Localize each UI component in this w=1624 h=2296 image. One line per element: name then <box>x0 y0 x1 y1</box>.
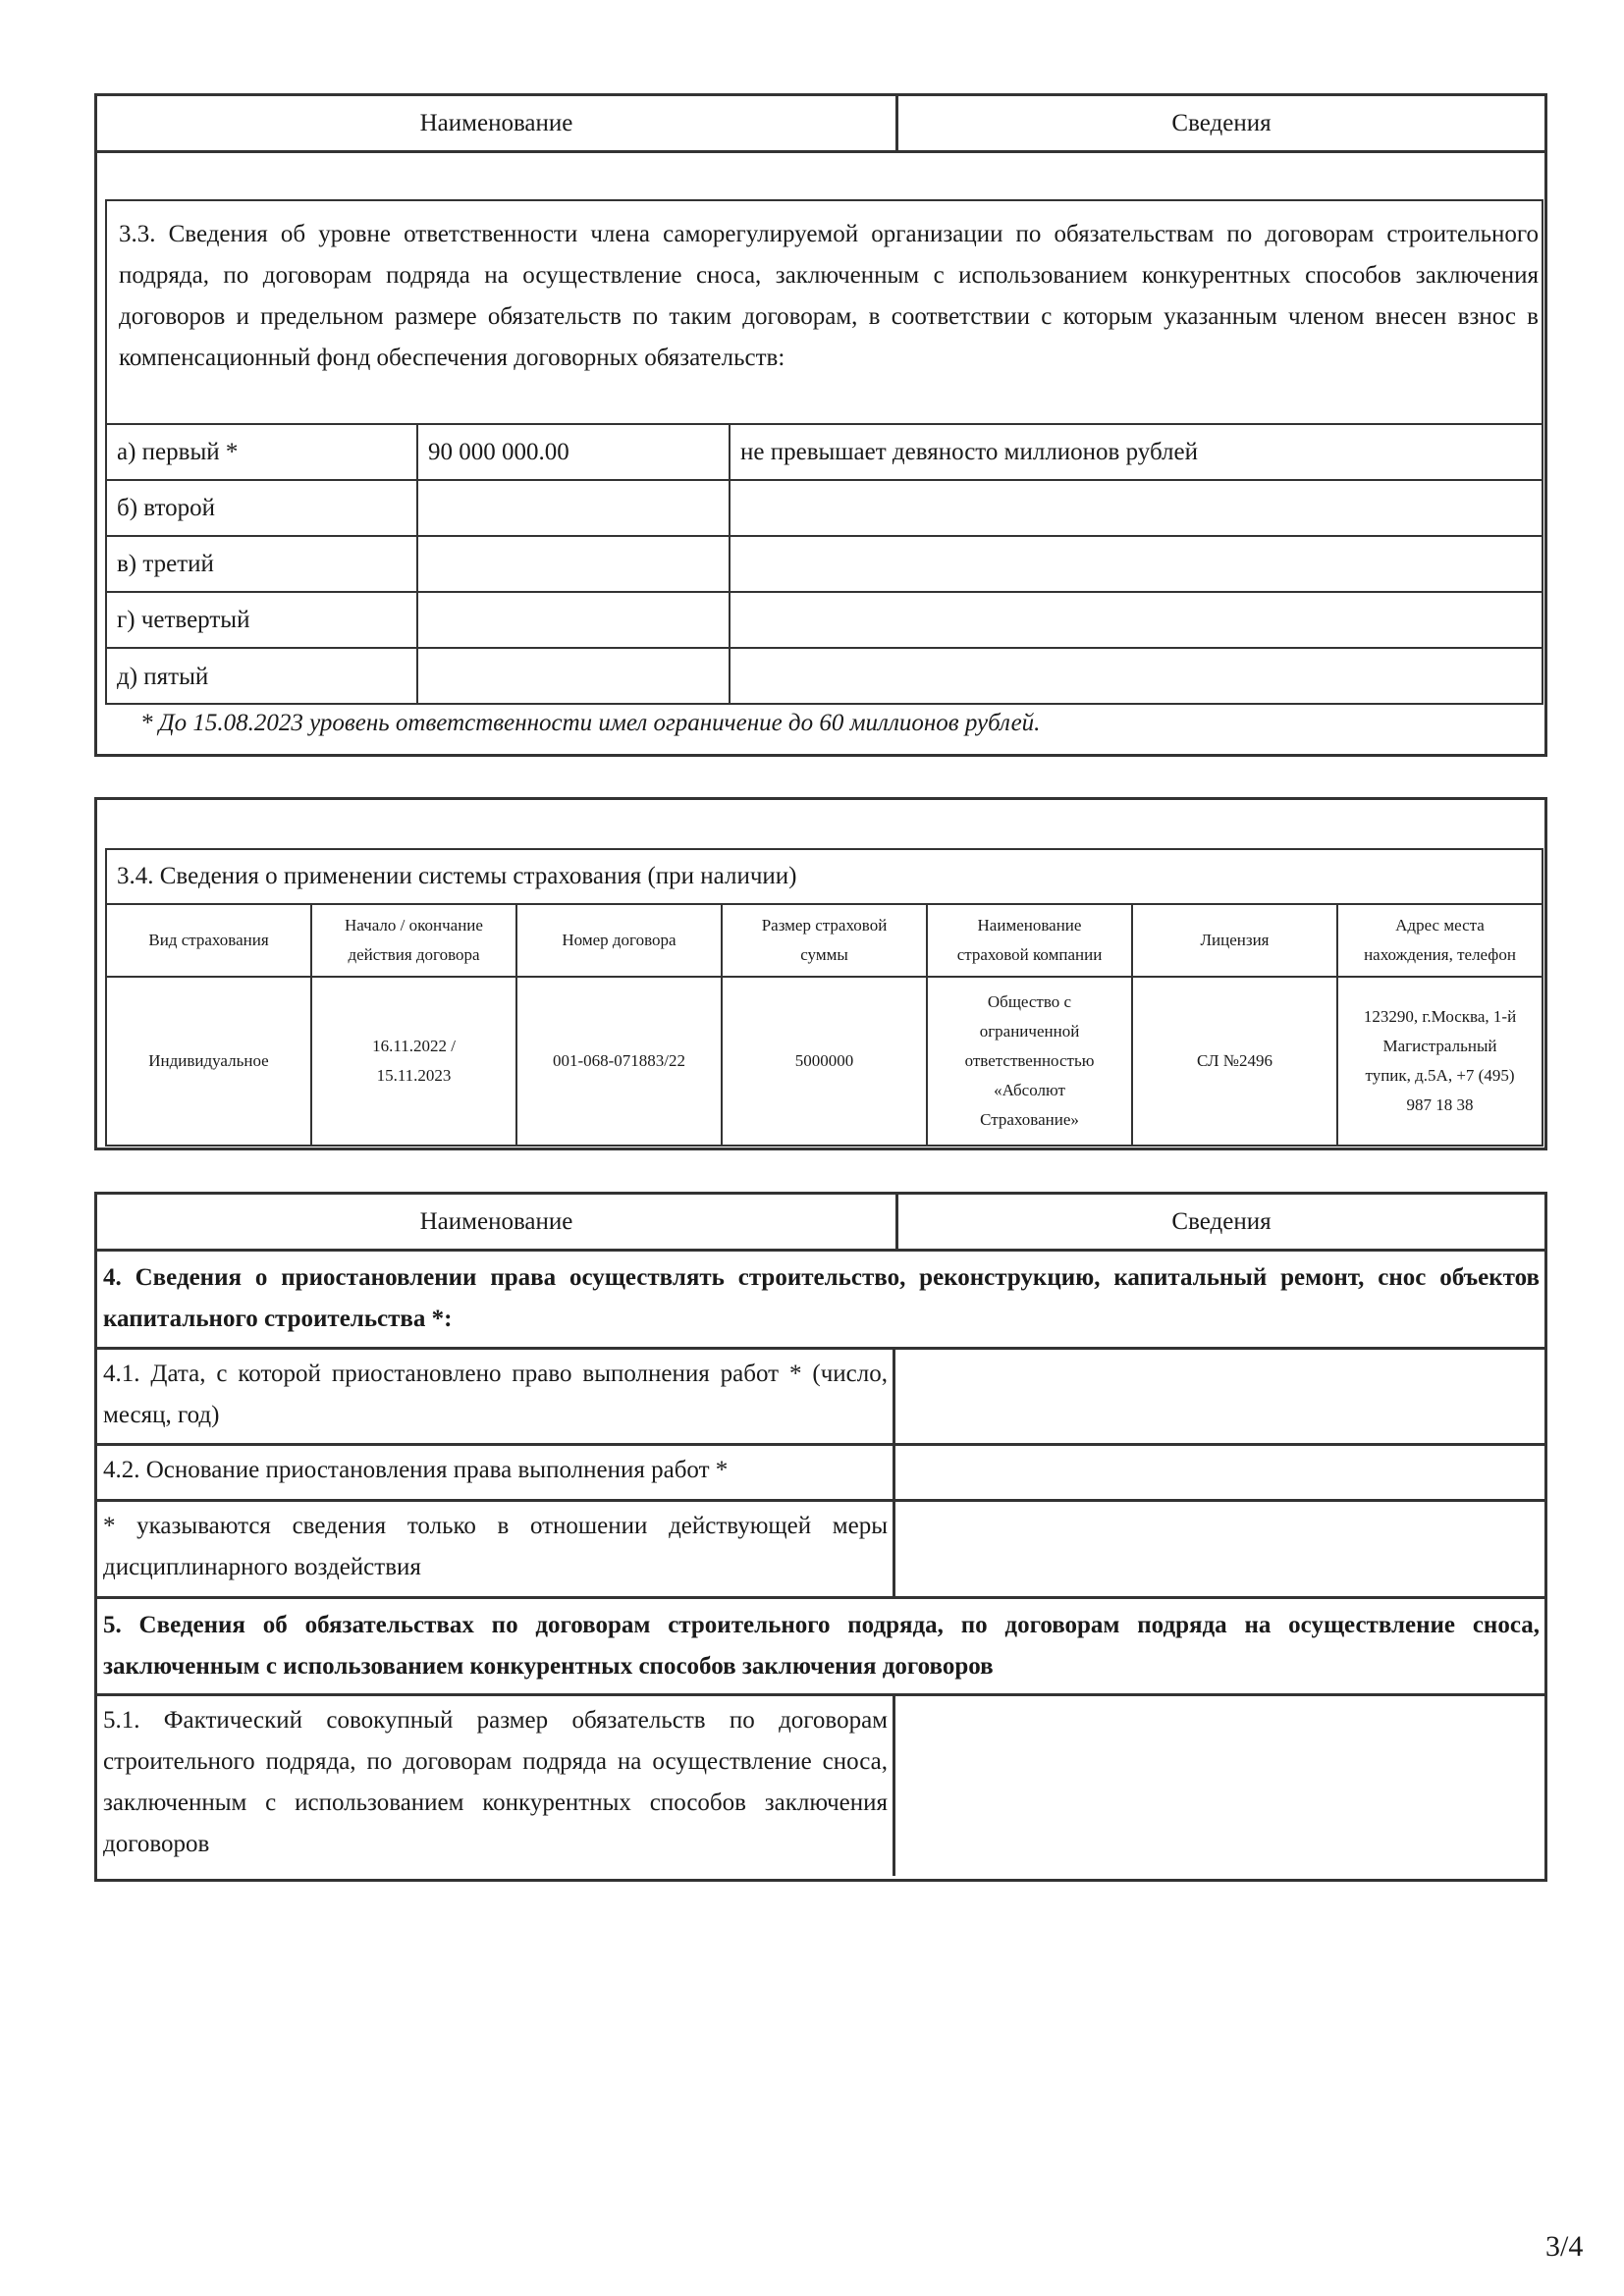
page-number: 3/4 <box>1545 2230 1584 2263</box>
header-info: Сведения <box>1171 109 1272 136</box>
level-row <box>107 481 1542 537</box>
level-row <box>107 537 1542 593</box>
row-5-1-label: 5.1. Фактический совокупный размер обязательств по договорам строительного подряда, по договорам подряда на осуществление сноса, заключенным с использованием конкурентных способов заключения договоров <box>97 1696 895 1876</box>
contract-number: 001-068-071883/22 <box>517 978 723 1145</box>
insurance-header-cell: Начало / окончание действия договора <box>312 905 517 976</box>
row-4-note <box>97 1502 1544 1599</box>
level-amount <box>418 537 731 591</box>
level-amount <box>418 481 731 535</box>
row-4-2-value <box>895 1446 1544 1499</box>
level-label: в) третий <box>107 537 418 591</box>
insurance-type: Индивидуальное <box>107 978 312 1145</box>
level-row <box>107 593 1542 649</box>
level-row <box>107 649 1542 705</box>
level-description: не превышает девяносто миллионов рублей <box>740 438 1199 465</box>
row-5-1-value <box>895 1696 1544 1876</box>
license: СЛ №2496 <box>1133 978 1338 1145</box>
insurance-header-cell: Размер страховой суммы <box>723 905 928 976</box>
level-label: г) четвертый <box>107 593 418 647</box>
row-4-1 <box>97 1350 1544 1446</box>
level-description <box>731 481 1542 535</box>
section-5-title: 5. Сведения об обязательствах по договорам строительного подряда, по договорам подряда на осуществление сноса, заключенным с использованием конкурентных способов заключения договоров <box>97 1599 1544 1696</box>
row-4-1-value <box>895 1350 1544 1443</box>
footnote: * До 15.08.2023 уровень ответственности имел ограничение до 60 миллионов рублей. <box>140 710 1041 736</box>
header-name: Наименование <box>97 1195 898 1249</box>
row-4-note-label: * указываются сведения только в отношении действующей меры дисциплинарного воздействия <box>97 1502 895 1596</box>
level-amount <box>418 649 731 705</box>
header-info: Сведения <box>1171 1207 1272 1235</box>
level-description <box>731 537 1542 591</box>
level-label: д) пятый <box>107 649 418 705</box>
insured-sum: 5000000 <box>723 978 928 1145</box>
row-4-2 <box>97 1446 1544 1502</box>
table-header <box>97 96 1544 153</box>
level-label: б) второй <box>107 481 418 535</box>
level-row <box>107 425 1542 481</box>
section-3-4-title: 3.4. Сведения о применении системы страхования (при наличии) <box>107 850 1542 905</box>
level-amount: 90 000 000.00 <box>418 425 731 479</box>
insurance-header-cell: Адрес места нахождения, телефон <box>1364 916 1516 964</box>
section-3-4-block <box>94 797 1547 1150</box>
section-3-3-block <box>94 93 1547 757</box>
level-label: а) первый * <box>107 425 418 479</box>
section-4-title: 4. Сведения о приостановлении права осуществлять строительство, реконструкцию, капитальный ремонт, снос объектов капитального строительства *: <box>97 1252 1544 1350</box>
table-header <box>97 1195 1544 1252</box>
row-4-1-label: 4.1. Дата, с которой приостановлено право выполнения работ * (число, месяц, год) <box>97 1350 895 1443</box>
insurance-header-cell: Наименование страховой компании <box>928 905 1133 976</box>
row-4-2-label: 4.2. Основание приостановления права выполнения работ * <box>97 1446 895 1499</box>
row-5-1 <box>97 1696 1544 1876</box>
insurer-name: Общество с ограниченной ответственностью «Абсолют Страхование» <box>928 978 1133 1145</box>
section-3-3-text: 3.3. Сведения об уровне ответственности члена саморегулируемой организации по обязательствам по договорам строительного подряда, по договорам подряда на осуществление сноса, заключенным с использованием конкурентных способов заключения договоров и предельном размере обязательств по таким договорам, в соответствии с которым указанным членом внесен взнос в компенсационный фонд обеспечения договорных обязательств: <box>107 201 1542 425</box>
insurance-header-cell: Вид страхования <box>107 905 312 976</box>
insurance-header-row <box>107 905 1542 978</box>
responsibility-table <box>105 199 1543 705</box>
insurance-header-cell: Лицензия <box>1133 905 1338 976</box>
row-4-note-value <box>895 1502 1544 1596</box>
header-name: Наименование <box>97 96 898 150</box>
insurance-period: 16.11.2022 / 15.11.2023 <box>312 978 517 1145</box>
insurer-address: 123290, г.Москва, 1-й Магистральный тупик, д.5А, +7 (495) 987 18 38 <box>1363 1007 1517 1114</box>
insurance-header-cell: Номер договора <box>517 905 723 976</box>
section-4-5-block <box>94 1192 1547 1882</box>
level-amount <box>418 593 731 647</box>
level-description <box>731 649 1542 705</box>
level-description <box>731 593 1542 647</box>
insurance-table <box>105 848 1543 1147</box>
insurance-data-row <box>107 978 1542 1145</box>
